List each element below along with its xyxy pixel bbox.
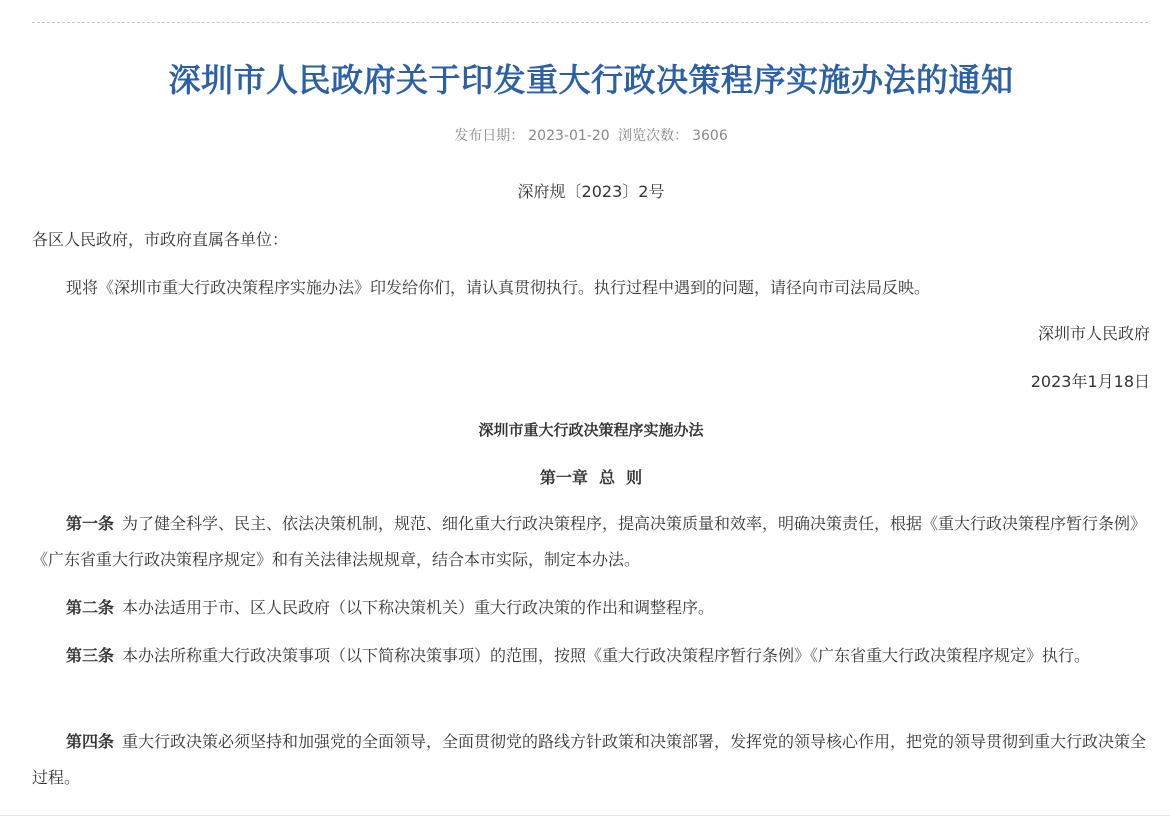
document-number: 深府规〔2023〕2号 <box>517 182 665 201</box>
bottom-divider <box>0 815 1170 816</box>
article-1 <box>32 506 1150 578</box>
chapter-title: 第一章 总 则 <box>539 468 643 487</box>
article-2 <box>32 590 1150 626</box>
article-text: 本办法所称重大行政决策事项（以下简称决策事项）的范围，按照《重大行政决策程序暂行条例》《广东省重大行政决策程序规定》执行。 <box>122 646 1091 665</box>
view-count: 3606 <box>692 128 728 144</box>
measures-title: 深圳市重大行政决策程序实施办法 <box>478 421 704 439</box>
intro-paragraph: 现将《深圳市重大行政决策程序实施办法》印发给你们，请认真贯彻执行。执行过程中遇到的问题，请径向市司法局反映。 <box>66 278 931 297</box>
salutation: 各区人民政府，市政府直属各单位： <box>32 230 289 249</box>
top-divider <box>32 22 1148 23</box>
article-text: 重大行政决策必须坚持和加强党的全面领导，全面贯彻党的路线方针政策和决策部署，发挥党的领导核心作用，把党的领导贯彻到重大行政决策全过程。 <box>32 732 1147 787</box>
signature-org: 深圳市人民政府 <box>1037 324 1150 343</box>
article-label: 第二条 <box>66 598 115 617</box>
article-meta <box>32 126 1150 146</box>
article-label: 第四条 <box>66 732 115 751</box>
article-3 <box>32 638 1150 674</box>
article-label: 第一条 <box>66 514 115 533</box>
article-4 <box>32 724 1150 796</box>
article-text: 为了健全科学、民主、依法决策机制，规范、细化重大行政决策程序，提高决策质量和效率，明确决策责任，根据《重大行政决策程序暂行条例》《广东省重大行政决策程序规定》和有关法律法规规章，结合本市实际，制定本办法。 <box>32 514 1147 569</box>
article-label: 第三条 <box>66 646 115 665</box>
publish-date-label: 发布日期： <box>454 128 525 144</box>
publish-date: 2023-01-20 <box>528 128 610 144</box>
view-count-label: 浏览次数： <box>618 128 689 144</box>
article-text: 本办法适用于市、区人民政府（以下称决策机关）重大行政决策的作出和调整程序。 <box>122 598 715 617</box>
signature-date: 2023年1月18日 <box>1030 372 1150 391</box>
page-title: 深圳市人民政府关于印发重大行政决策程序实施办法的通知 <box>168 61 1014 99</box>
